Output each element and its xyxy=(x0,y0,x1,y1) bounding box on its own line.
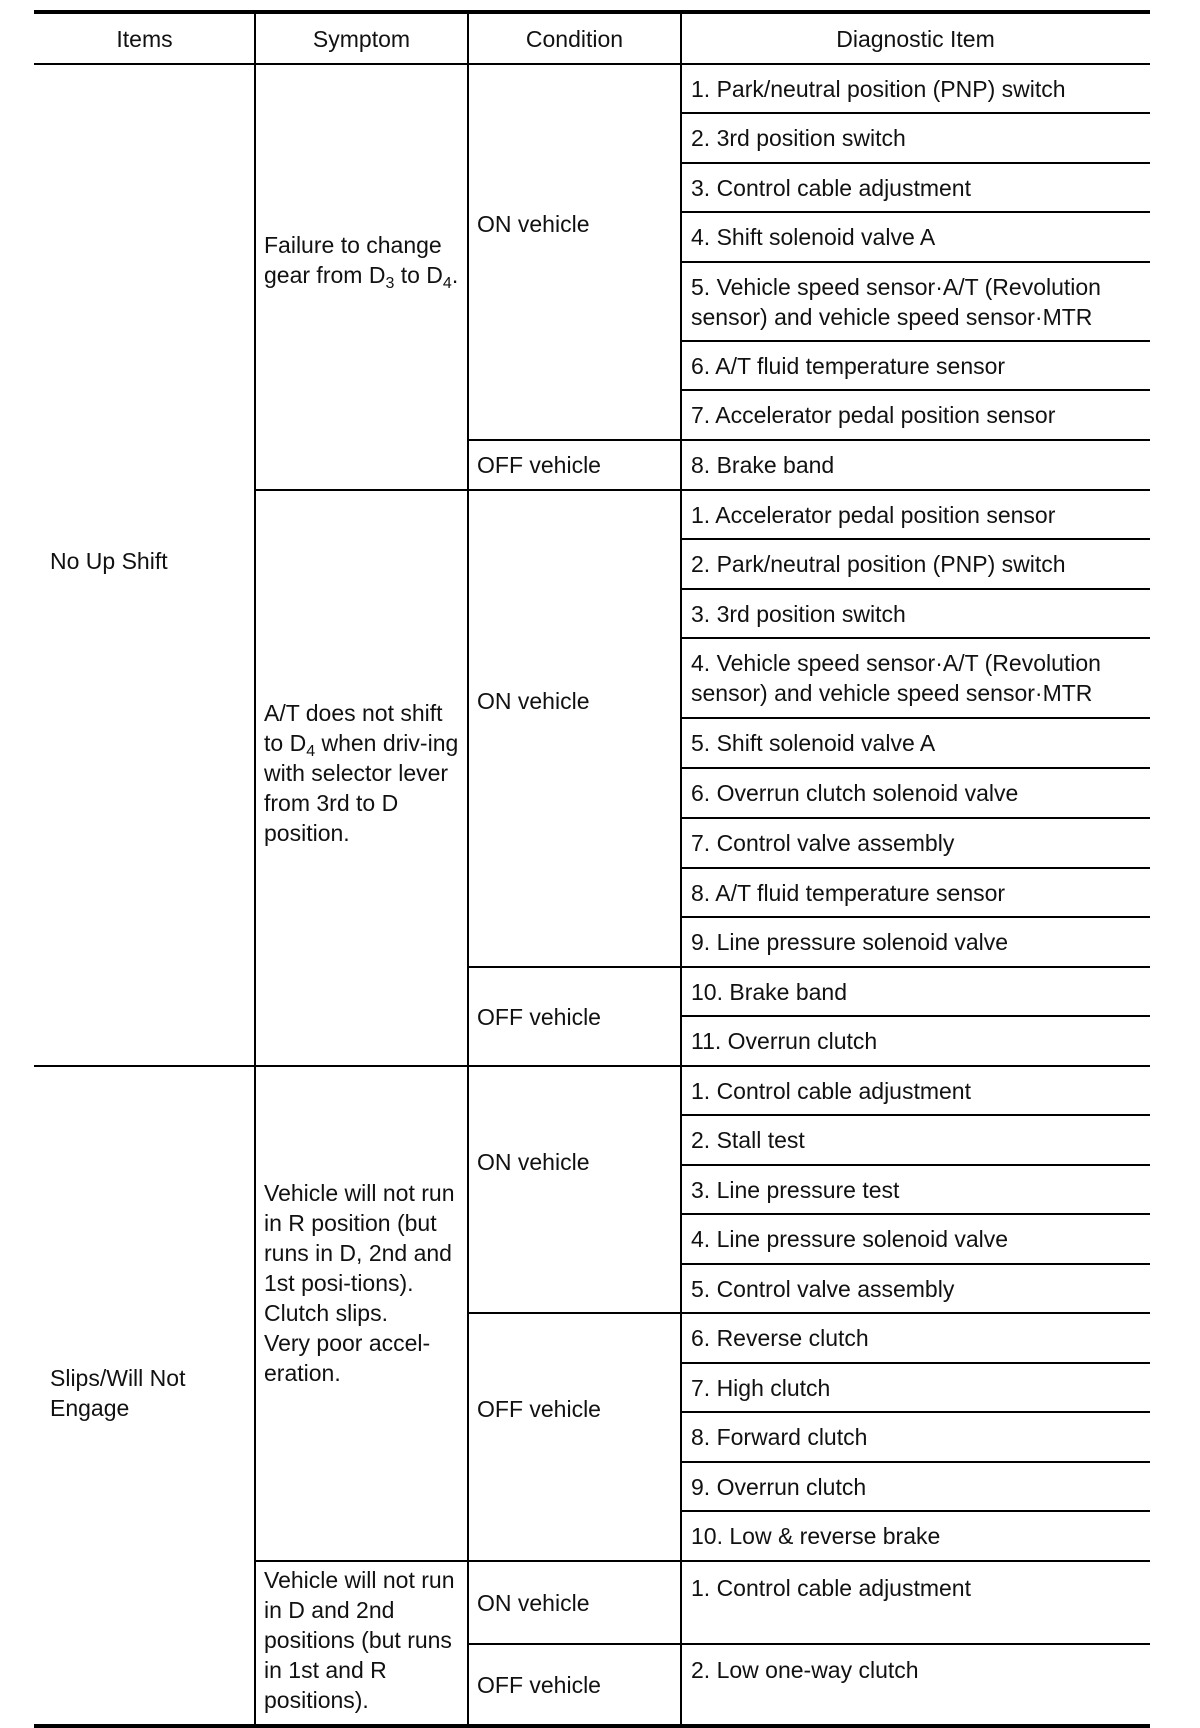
diagnostic-item: 7. High clutch xyxy=(691,1374,831,1401)
diagnostic-row-divider xyxy=(681,1164,1150,1166)
diagnostic-item: 6. Reverse clutch xyxy=(691,1325,869,1351)
diagnostic-row-divider xyxy=(681,717,1150,719)
diagnostic-item: 7. Accelerator pedal position sensor xyxy=(691,402,1056,428)
diagnostic-item: 2. Low one-way clutch xyxy=(691,1657,919,1683)
diagnostic-item: 3. Control cable adjustment xyxy=(691,174,971,201)
symptom-fragment: A/T does not shift to D xyxy=(264,700,443,756)
subscript: 3 xyxy=(385,275,395,292)
diagnostic-row-divider xyxy=(681,767,1150,769)
diagnostic-item: 8. A/T fluid temperature sensor xyxy=(691,879,1006,906)
diagnostic-row-divider xyxy=(681,1643,1150,1645)
diagnostic-row-divider xyxy=(681,1510,1150,1512)
diagnostic-item: 3. 3rd position switch xyxy=(691,600,906,627)
diagnostic-row-divider xyxy=(681,1065,1150,1067)
item-label: No Up Shift xyxy=(50,548,168,574)
item-divider xyxy=(34,1065,255,1067)
condition-label: OFF vehicle xyxy=(477,1396,601,1422)
condition-label: OFF vehicle xyxy=(477,1672,601,1698)
diagnostic-item: 1. Control cable adjustment xyxy=(691,1574,971,1601)
condition-divider xyxy=(468,1065,681,1067)
diagnostic-row-divider xyxy=(681,439,1150,441)
symptom-fragment: Vehicle will not run in D and 2nd positions (but runs in 1st and R positions). xyxy=(264,1567,455,1713)
diagnostic-item: 2. Park/neutral position (PNP) switch xyxy=(691,551,1066,577)
diagnostic-row-divider xyxy=(681,588,1150,590)
diagnostic-item: 4. Vehicle speed sensor·A/T (Revolution sensor) and vehicle speed sensor·MTR xyxy=(691,650,1101,706)
diagnostic-row-divider xyxy=(681,389,1150,391)
diagnostic-item: 3. Line pressure test xyxy=(691,1176,900,1203)
column-header: Symptom xyxy=(312,26,411,52)
diagnostic-item: 2. Stall test xyxy=(691,1127,805,1153)
item-label: Slips/Will Not Engage xyxy=(50,1365,186,1421)
column-divider xyxy=(467,12,469,1726)
diagnostic-item: 6. Overrun clutch solenoid valve xyxy=(691,780,1019,806)
diagnostic-row-divider xyxy=(681,1114,1150,1116)
diagnostic-item: 5. Shift solenoid valve A xyxy=(691,730,936,756)
symptom-fragment: . xyxy=(451,262,459,288)
diagnostic-row-divider xyxy=(681,637,1150,639)
diagnostic-item: 6. A/T fluid temperature sensor xyxy=(691,352,1006,379)
column-header: Condition xyxy=(525,26,624,52)
symptom-text xyxy=(264,230,463,290)
diagnostic-row-divider xyxy=(681,261,1150,263)
diagnostic-row-divider xyxy=(681,1411,1150,1413)
symptom-fragment: Failure to change gear from D xyxy=(264,232,442,288)
symptom-divider xyxy=(255,1065,468,1067)
diagnostic-row-divider xyxy=(681,1362,1150,1364)
condition-divider xyxy=(468,1560,681,1562)
diagnostic-item: 5. Vehicle speed sensor·A/T (Revolution sensor) and vehicle speed sensor·MTR xyxy=(691,273,1101,330)
diagnostic-row-divider xyxy=(681,211,1150,213)
condition-label: OFF vehicle xyxy=(477,452,601,478)
table-top-border xyxy=(34,10,1150,14)
diagnostic-row-divider xyxy=(681,1461,1150,1463)
symptom-fragment: Vehicle will not run in R position (but runs in D, 2nd and 1st posi-tions). Clutch slips. Very poor accel-eration. xyxy=(264,1180,455,1386)
diagnostic-row-divider xyxy=(681,1213,1150,1215)
diagnostic-item: 10. Brake band xyxy=(691,978,848,1005)
diagnostic-row-divider xyxy=(681,489,1150,491)
condition-label: ON vehicle xyxy=(477,687,590,714)
diagnostic-item: 5. Control valve assembly xyxy=(691,1275,955,1302)
diagnostic-item: 1. Accelerator pedal position sensor xyxy=(691,501,1056,528)
diagnostic-item: 4. Shift solenoid valve A xyxy=(691,224,936,250)
condition-divider xyxy=(468,966,681,968)
diagnostic-row-divider xyxy=(681,1263,1150,1265)
diagnostic-row-divider xyxy=(681,538,1150,540)
condition-label: ON vehicle xyxy=(477,211,590,237)
diagnostic-row-divider xyxy=(681,817,1150,819)
diagnostic-item: 10. Low & reverse brake xyxy=(691,1523,941,1549)
condition-divider xyxy=(468,489,681,491)
subscript: 4 xyxy=(306,743,316,760)
diagnostic-item: 2. 3rd position switch xyxy=(691,125,906,151)
diagnostic-row-divider xyxy=(681,1312,1150,1314)
symptom-text xyxy=(264,1565,463,1715)
diagnostic-row-divider xyxy=(681,966,1150,968)
subscript: 4 xyxy=(442,275,452,292)
diagnostic-row-divider xyxy=(681,1560,1150,1562)
condition-label: ON vehicle xyxy=(477,1589,590,1616)
diagnostic-row-divider xyxy=(681,162,1150,164)
symptom-text xyxy=(264,1178,463,1388)
diagnostic-item: 1. Park/neutral position (PNP) switch xyxy=(691,75,1066,102)
diagnostic-item: 1. Control cable adjustment xyxy=(691,1077,971,1104)
column-header: Diagnostic Item xyxy=(836,26,995,52)
symptom-fragment: when driv-ing with selector lever from 3rd to D position. xyxy=(264,730,459,846)
column-divider xyxy=(680,12,682,1726)
condition-divider xyxy=(468,439,681,441)
diagnostic-row-divider xyxy=(681,112,1150,114)
header-divider xyxy=(34,63,1150,65)
symptom-fragment: to D xyxy=(394,262,443,288)
diagnostic-item: 8. Forward clutch xyxy=(691,1424,868,1450)
symptom-divider xyxy=(255,489,468,491)
condition-label: OFF vehicle xyxy=(477,1003,601,1030)
diagnostic-item: 8. Brake band xyxy=(691,452,835,478)
condition-divider xyxy=(468,1312,681,1314)
column-header: Items xyxy=(116,26,173,52)
table-bottom-border xyxy=(34,1724,1150,1728)
diagnostic-item: 7. Control valve assembly xyxy=(691,830,955,856)
diagnostic-row-divider xyxy=(681,916,1150,918)
column-divider xyxy=(254,12,256,1726)
diagnostic-item: 11. Overrun clutch xyxy=(691,1028,878,1054)
diagnostic-item: 4. Line pressure solenoid valve xyxy=(691,1226,1009,1252)
condition-divider xyxy=(468,1643,681,1645)
diagnostic-item: 9. Overrun clutch xyxy=(691,1473,867,1500)
diagnostic-row-divider xyxy=(681,340,1150,342)
diagnostic-row-divider xyxy=(681,1015,1150,1017)
symptom-text xyxy=(264,698,463,848)
diagnostic-item: 9. Line pressure solenoid valve xyxy=(691,929,1009,955)
diagnostic-row-divider xyxy=(681,867,1150,869)
condition-label: ON vehicle xyxy=(477,1148,590,1175)
symptom-divider xyxy=(255,1560,468,1562)
